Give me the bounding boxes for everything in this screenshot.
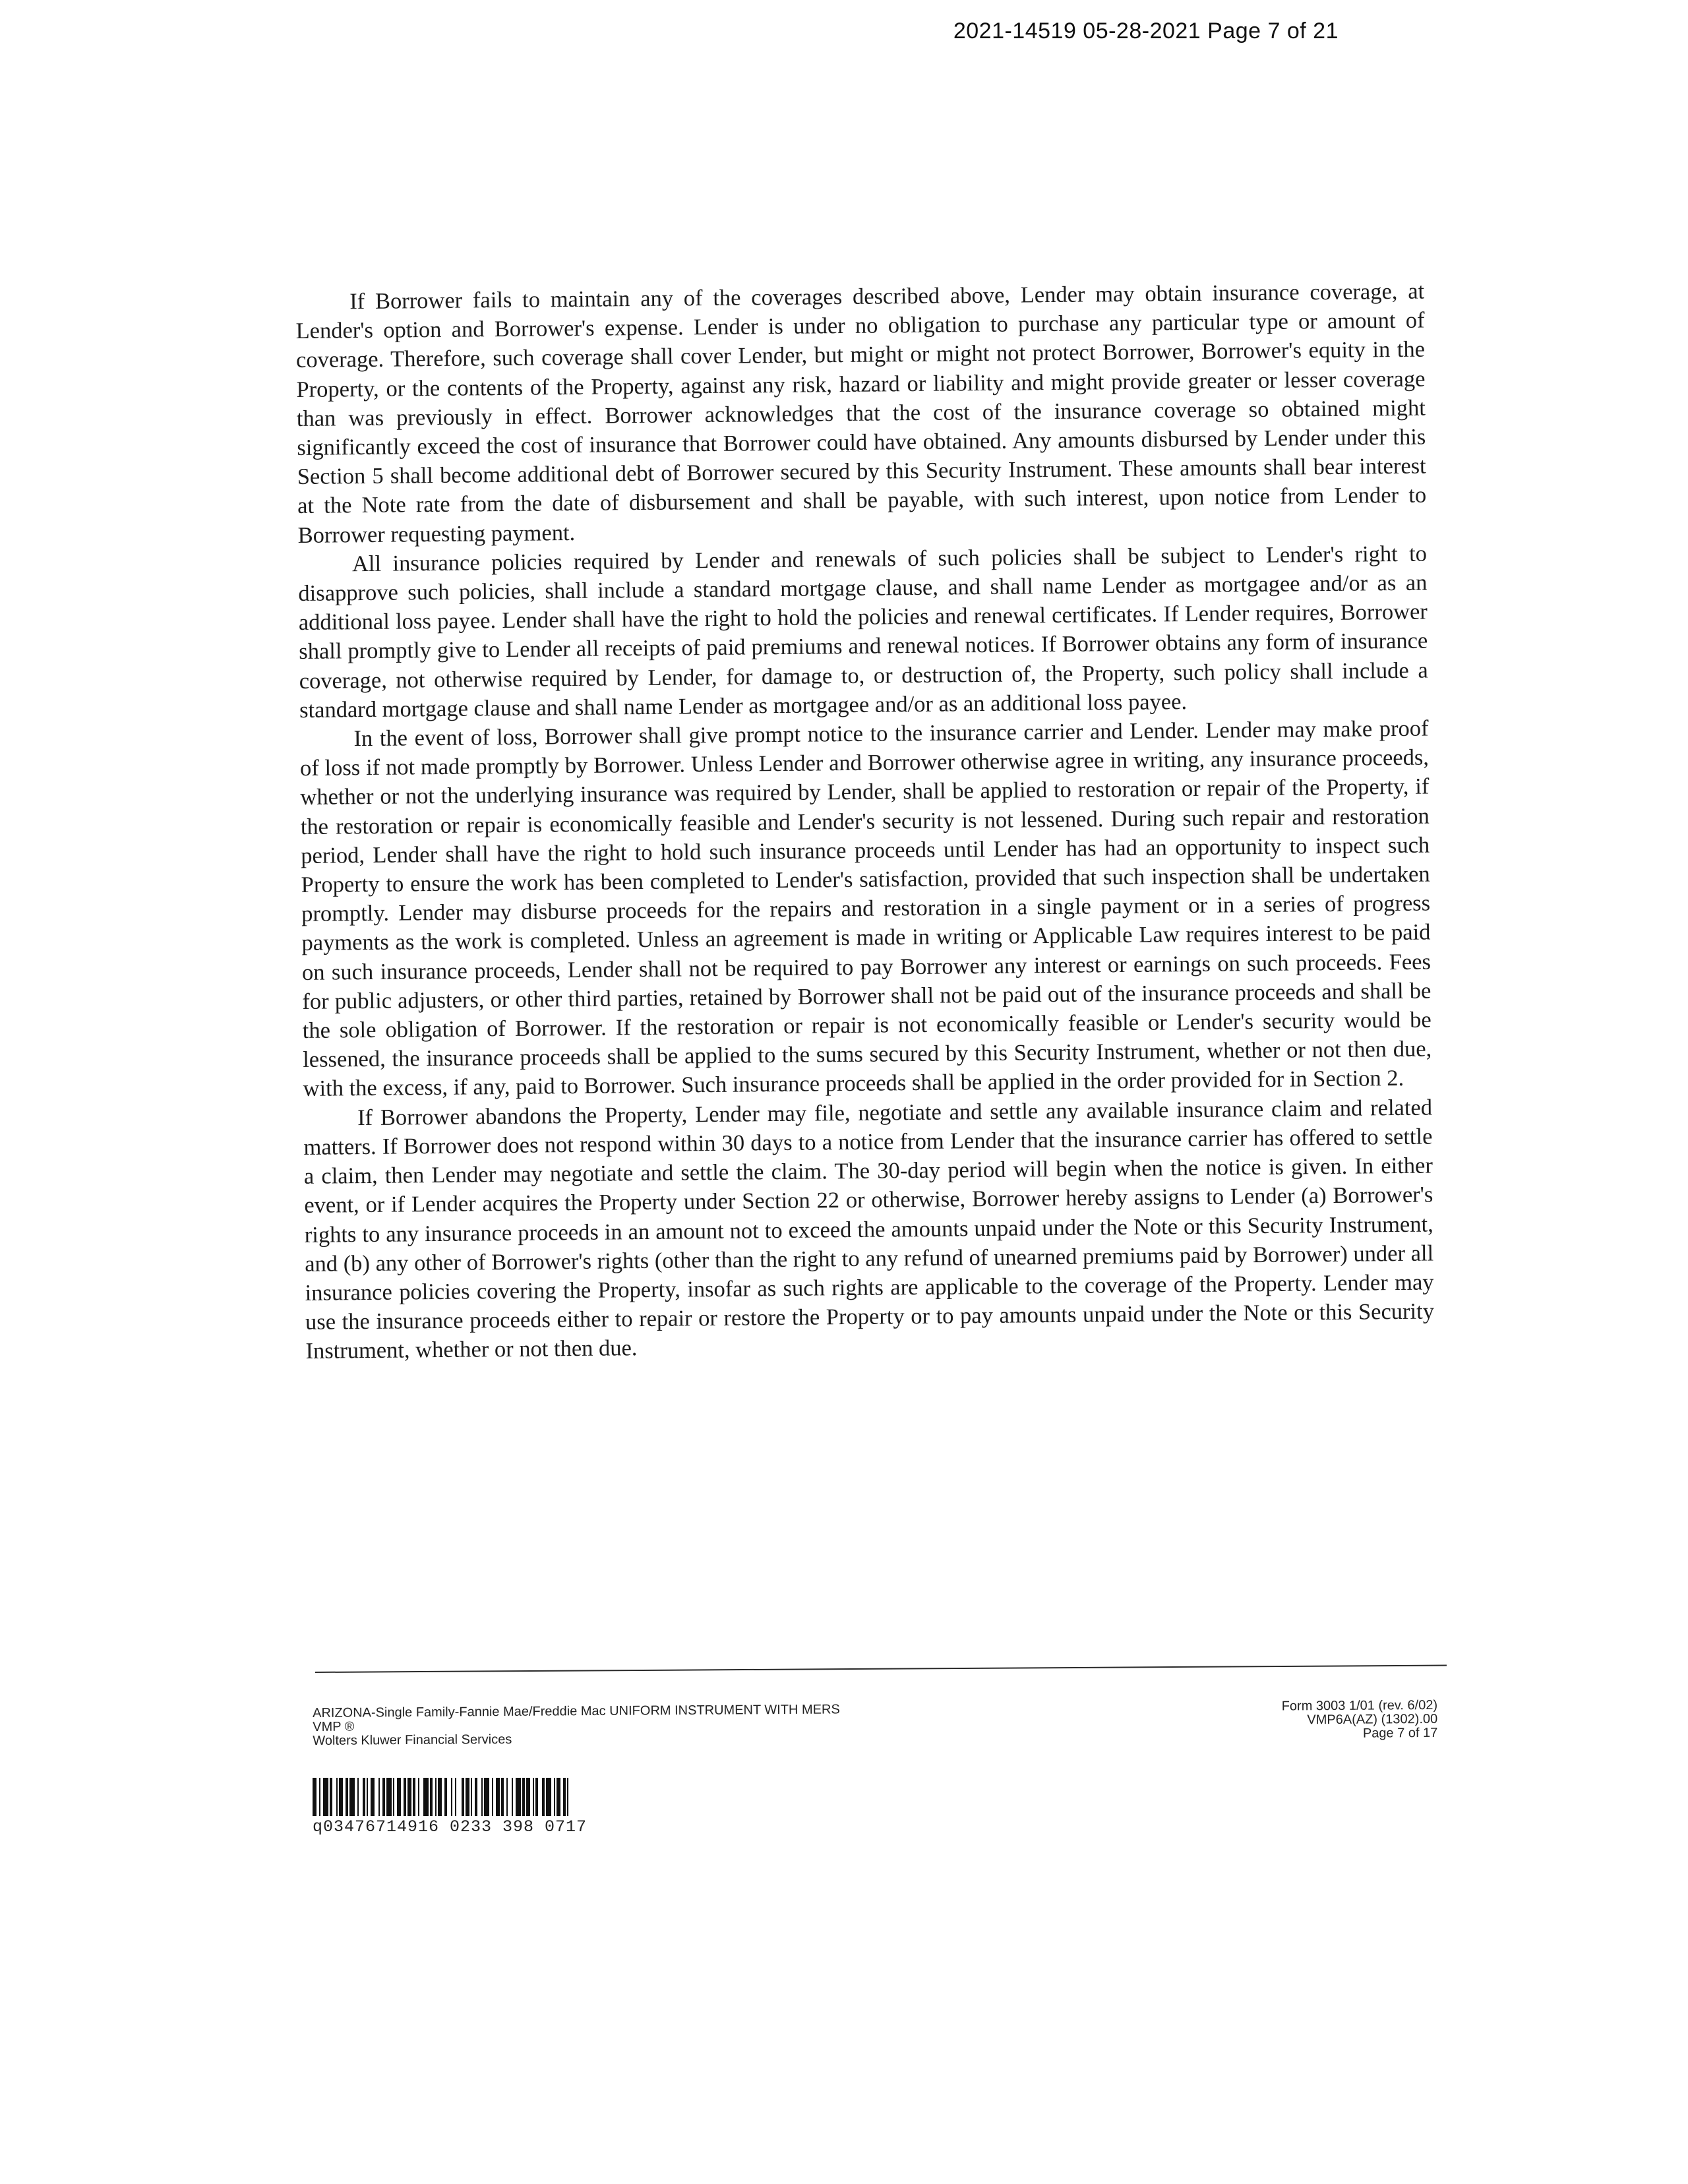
form-page: Page 7 of 17 [1362,1725,1438,1741]
document-body [295,277,1435,1366]
form-code: VMP6A(AZ) (1302).00 [1307,1711,1438,1728]
paragraph-insurance-policies: All insurance policies required by Lender and renewals of such policies shall be subject to Lender's right to disapprove such policies, shall include a standard mortgage clause, and shall name Lender as mortgagee and/or as an additional loss payee. Lender shall have the right to hold the policies and renewal certificates. If Lender requires, Borrower shall promptly give to Lender all receipts of paid premiums and renewal notices. If Borrower obtains any form of insurance coverage, not otherwise required by Lender, for damage to, or destruction of, the Property, such policy shall include a standard mortgage clause and shall name Lender as mortgagee and/or as an additional loss payee. [298,541,1428,723]
footer-form-number [1240,1699,1437,1742]
publisher-name: Wolters Kluwer Financial Services [313,1732,512,1748]
barcode-caption: q03476714916 0233 398 0717 [313,1817,588,1836]
paragraph-event-of-loss: In the event of loss, Borrower shall give prompt notice to the insurance carrier and Lender. Lender may make proof of loss if not made promptly by Borrower. Unless Lender and Borrower otherwise agree in writing, any insurance proceeds, whether or not the underlying insurance was required by Lender, shall be applied to restoration or repair of the Property, if the restoration or repair is economically feasible and Lender's security is not lessened. During such repair and restoration period, Lender shall have the right to hold such insurance proceeds until Lender has had an opportunity to inspect such Property to ensure the work has been completed to Lender's satisfaction, provided that such inspection shall be undertaken promptly. Lender may disburse proceeds for the repairs and restoration in a single payment or in a series of progress payments as the work is completed. Unless an agreement is made in writing or Applicable Law requires interest to be paid on such insurance proceeds, Lender shall not be required to pay Borrower any interest or earnings on such proceeds. Fees for public adjusters, or other third parties, retained by Borrower shall not be paid out of the insurance proceeds and shall be the sole obligation of Borrower. If the restoration or repair is not economically feasible or Lender's security would be lessened, the insurance proceeds shall be applied to the sums secured by this Security Instrument, whether or not then due, with the excess, if any, paid to Borrower. Such insurance proceeds shall be applied in the order provided for in Section 2. [299,715,1432,1102]
vmp-mark: VMP ® [313,1719,355,1734]
footer-divider [315,1665,1447,1673]
recording-stamp: 2021-14519 05-28-2021 Page 7 of 21 [953,18,1339,44]
footer-form-info [313,1703,840,1748]
paragraph-abandonment: If Borrower abandons the Property, Lender may file, negotiate and settle any available insurance claim and related matters. If Borrower does not respond within 30 days to a notice from Lender that the insurance carrier has offered to settle a claim, then Lender may negotiate and settle the claim. The 30-day period will begin when the notice is given. In either event, or if Lender acquires the Property under Section 22 or otherwise, Borrower hereby assigns to Lender (a) Borrower's rights to any insurance proceeds in an amount not to exceed the amounts unpaid under the Note or this Security Instrument, and (b) any other of Borrower's rights (other than the right to any refund of unearned premiums paid by Borrower) under all insurance policies covering the Property, insofar as such rights are applicable to the coverage of the Property. Lender may use the insurance proceeds either to repair or restore the Property or to pay amounts unpaid under the Note or this Security Instrument, whether or not then due. [303,1095,1435,1364]
barcode-image [313,1778,756,1816]
form-title: ARIZONA-Single Family-Fannie Mae/Freddie Mac UNIFORM INSTRUMENT WITH MERS [312,1702,840,1720]
form-number: Form 3003 1/01 (rev. 6/02) [1281,1697,1438,1714]
paragraph-insurance-coverage: If Borrower fails to maintain any of the coverages described above, Lender may obtain insurance coverage, at Lender's option and Borrower's expense. Lender is under no obligation to purchase any particular type or amount of coverage. Therefore, such coverage shall cover Lender, but might or might not protect Borrower, Borrower's equity in the Property, or the contents of the Property, against any risk, hazard or liability and might provide greater or lesser coverage than was previously in effect. Borrower acknowledges that the cost of the insurance coverage so obtained might significantly exceed the cost of insurance that Borrower could have obtained. Any amounts disbursed by Lender under this Section 5 shall become additional debt of Borrower secured by this Security Instrument. These amounts shall bear interest at the Note rate from the date of disbursement and shall be payable, with such interest, upon notice from Lender to Borrower requesting payment. [295,278,1427,548]
